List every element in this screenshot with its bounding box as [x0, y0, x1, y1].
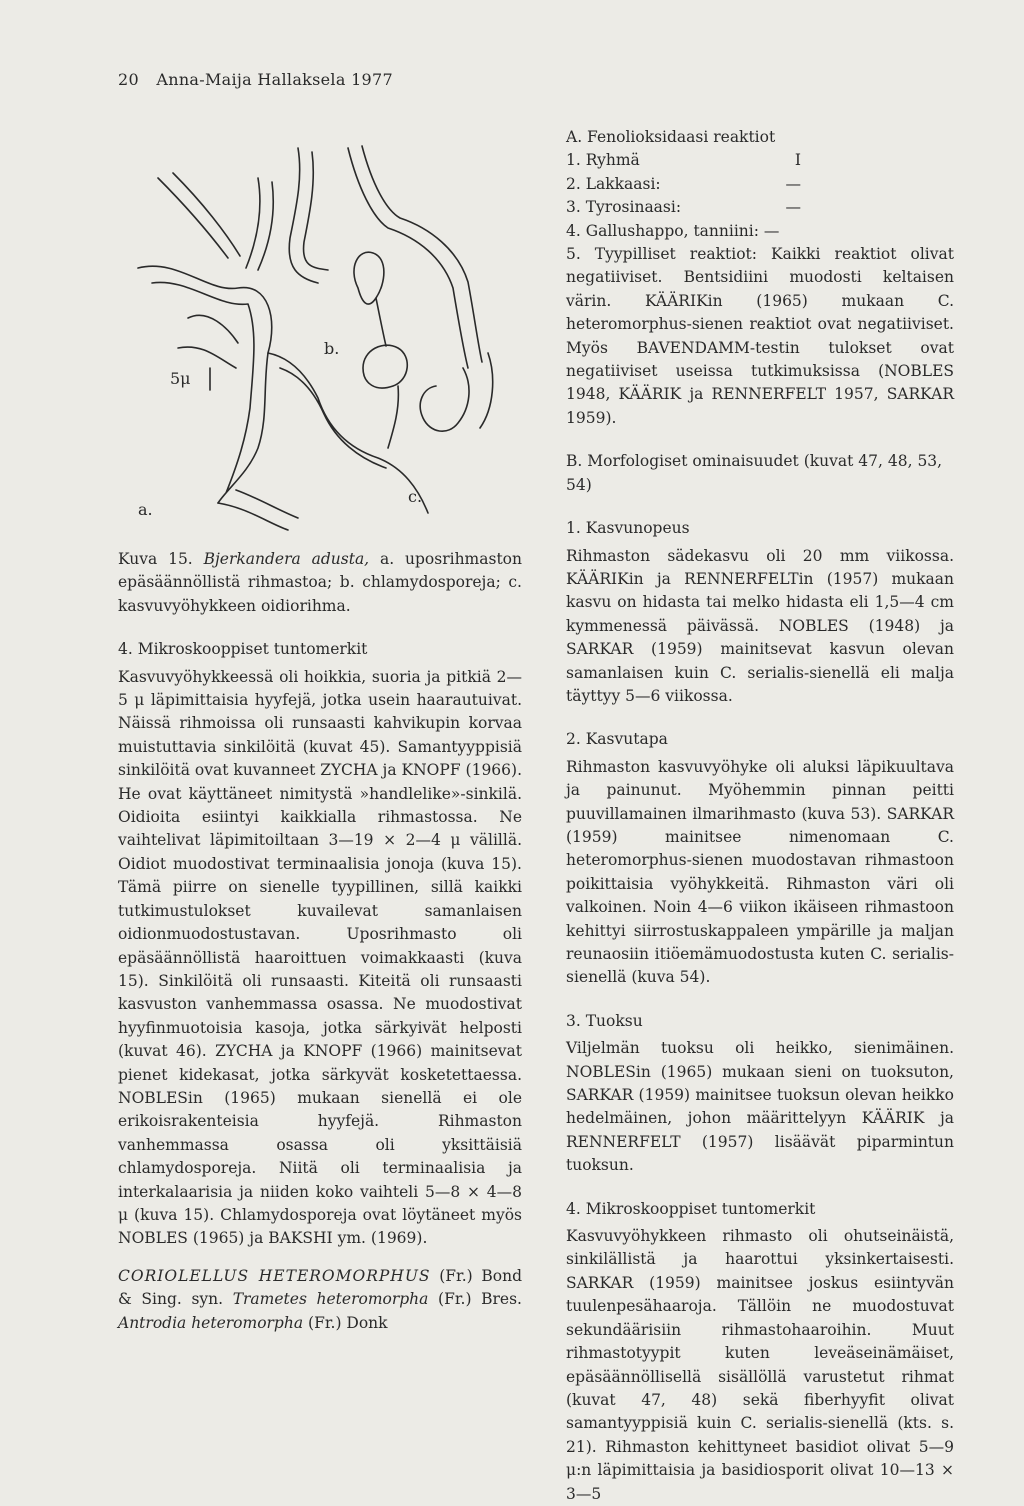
section-a	[566, 126, 954, 430]
chlamydospore-1	[354, 252, 384, 304]
species-name: CORIOLELLUS HETEROMORPHUS	[118, 1266, 431, 1285]
growth-rate-heading: 1. Kasvunopeus	[566, 519, 690, 538]
odour-paragraph: Viljelmän tuoksu oli heikko, sienimäinen. NOBLESin (1965) mukaan sieni on tuoksuton, SARKAR (1959) mainitsee tuoksun olevan heikko hedelmäinen, johon määrittelyyn KÄÄRIK ja RENNERFELT (1957) lisäävät piparmintun tuoksun.	[566, 1039, 954, 1175]
list-item	[566, 196, 801, 219]
section-heading-microscopy: 4. Mikroskooppiset tuntomerkit	[118, 640, 368, 659]
label-b: b.	[324, 339, 340, 358]
caption-taxon: Bjerkandera adusta,	[203, 550, 370, 568]
list-item	[566, 220, 954, 243]
page-header	[118, 70, 393, 89]
right-column	[566, 126, 954, 1506]
hypha-main	[138, 266, 272, 503]
chlamydospore-2	[363, 345, 407, 388]
list-item-value: —	[763, 221, 780, 240]
list-item-value: —	[785, 174, 801, 193]
list-item-label: 1. Ryhmä	[566, 151, 640, 170]
figure-15-drawing	[118, 118, 522, 538]
section-a-title: A. Fenolioksidaasi reaktiot	[566, 128, 776, 146]
growth-rate-paragraph: Rihmaston sädekasvu oli 20 mm viikossa. KÄÄRIKin ja RENNERFELTin (1957) mukaan kasvu on hidasta tai melko hidasta eli 1,5—4 cm kymmenessä päivässä. NOBLES (1948) ja SARKAR (1959) mainitsevat kasvun olevan samanlaisen kuin C. serialis-sienellä eli malja täyttyy 5—6 viikossa.	[566, 546, 954, 705]
caption-prefix: Kuva 15.	[118, 550, 193, 568]
hypha-branch-7	[218, 490, 298, 530]
hypha-branch-3	[289, 148, 328, 283]
hyphae-illustration	[118, 118, 522, 538]
microscopy-paragraph: Kasvuvyöhykkeessä oli hoikkia, suoria ja pitkiä 2—5 μ läpimittaisia hyyfejä, jotka usein haarautuivat. Näissä rihmoissa oli runsaasti kahvikupin korvaa muistuttavia sinkilöitä (kuvat 45). Samantyyppisiä sinkilöitä ovat kuvanneet ZYCHA ja KNOPF (1966). He ovat käyttäneet nimitystä »handlelike»-sinkilä. Oidioita esiintyi kaikkialla rihmastossa. Ne vaihtelivat läpimitoiltaan 3—19 × 2—4 μ välillä. Oidiot muodostivat terminaalisia jonoja (kuva 15). Tämä piirre on sienelle tyypillinen, sillä kaikki tutkimustulokset kuvailevat samanlaisen oidionmuodostustavan. Uposrihmasto oli epäsäännöllistä haaroittuen voimakkaasti (kuva 15). Sinkilöitä oli runsaasti. Kiteitä oli runsaasti kasvuston vanhemmassa osassa. Ne muodostivat hyyfinmuotoisia kasoja, jotka särkyivät helposti (kuvat 46). ZYCHA ja KNOPF (1966) mainitsevat pienet kidekasat, jotka särkyvät kosketettaessa. NOBLESin (1965) mukaan sienellä ei ole erikoisrakenteisia hyyfejä. Rihmaston vanhemmassa osassa oli yksittäisiä chlamydosporeja. Niitä oli terminaalisia ja interkalaarisia ja niiden koko vaihteli 5—8 × 4—8 μ (kuva 15). Chlamydosporeja ovat löytäneet myös NOBLES (1965) ja BAKSHI ym. (1969).	[118, 667, 522, 1248]
left-column	[118, 548, 522, 1335]
list-item-label: 4. Gallushappo, tanniini:	[566, 221, 759, 240]
list-item-label: 3. Tyrosinaasi:	[566, 198, 682, 217]
page-number: 20	[118, 70, 139, 89]
section-b-title: B. Morfologiset ominaisuudet (kuvat 47, 48, 53, 54)	[566, 452, 943, 494]
running-title: Anna-Maija Hallaksela 1977	[156, 70, 393, 89]
label-c: c.	[408, 487, 423, 506]
figure-caption	[118, 548, 522, 618]
list-item	[566, 173, 801, 196]
oidial-chain	[420, 353, 492, 431]
synonym-2: Antrodia heteromorpha	[118, 1313, 304, 1332]
scale-label: 5μ	[170, 369, 191, 388]
microscopy-heading-right: 4. Mikroskooppiset tuntomerkit	[566, 1199, 816, 1218]
list-item-value: I	[794, 151, 801, 170]
growth-habit-heading: 2. Kasvutapa	[566, 730, 668, 749]
synonym-1-author: (Fr.) Bres.	[438, 1290, 522, 1309]
list-item-value: —	[785, 198, 801, 217]
hypha-branch-6	[178, 315, 238, 368]
hypha-stalk	[376, 298, 398, 448]
species-author: (Fr.) Bond & Sing. syn.	[118, 1266, 522, 1309]
typical-reactions-paragraph: 5. Tyypilliset reaktiot: Kaikki reaktiot olivat negatiiviset. Bentsidiini muodosti keltaisen värin. KÄÄRIKin (1965) mukaan C. heteromorphus-sienen reaktiot ovat negatiiviset. Myös BAVENDAMM-testin tulokset ovat negatiiviset useissa tutkimuksissa (NOBLES 1948, KÄÄRIK ja RENNERFELT 1957, SARKAR 1959).	[566, 245, 954, 427]
list-item	[566, 149, 801, 172]
growth-habit-paragraph: Rihmaston kasvuvyöhyke oli aluksi läpikuultava ja painunut. Myöhemmin pinnan peitti puuvillamainen ilmarihmasto (kuva 53). SARKAR (1959) mainitsee nimenomaan C. heteromorphus-sienen muodostavan rihmastoon poikittaisia vyöhykkeitä. Rihmaston väri oli valkoinen. Noin 4—6 viikon ikäiseen rihmastoon kehittyi siirrostuskappaleen ympärille ja maljan reunaosiin itiöemämuodostusta kuten C. serialis-sienellä (kuva 54).	[566, 757, 954, 987]
hypha-branch-2	[246, 178, 273, 270]
hypha-branch-1	[158, 173, 240, 258]
odour-heading: 3. Tuoksu	[566, 1011, 643, 1030]
species-heading	[118, 1265, 522, 1335]
synonym-1: Trametes heteromorpha	[232, 1290, 429, 1309]
hypha-branch-4	[348, 146, 482, 368]
microscopy-paragraph-right: Kasvuvyöhykkeen rihmasto oli ohutseinäistä, sinkilällistä ja haarottui yksinkertaisesti. SARKAR (1959) mainitsee joskus esiintyvän tuulenpesähaaroja. Tällöin ne muodostuvat sekundäärisiin rihmastohaaroihin. Muut rihmastotyypit kuten leveäseinämäiset, epäsäännöllisellä sisällöllä varustetut rihmat (kuvat 47, 48) sekä fiberhyyfit olivat samantyyppisiä kuin C. serialis-sienellä (kts. s. 21). Rihmaston kehittyneet basidiot olivat 5—9 μ:n läpimittaisia ja basidiosporit olivat 10—13 × 3—5	[566, 1227, 954, 1503]
label-a: a.	[138, 500, 153, 519]
synonym-2-author: (Fr.) Donk	[308, 1313, 388, 1332]
caption-text: a. uposrihmaston epäsäännöllistä rihmastoa; b. chlamydosporeja; c. kasvuvyöhykkeen oidiorihma.	[118, 550, 522, 615]
list-item-label: 2. Lakkaasi:	[566, 174, 661, 193]
